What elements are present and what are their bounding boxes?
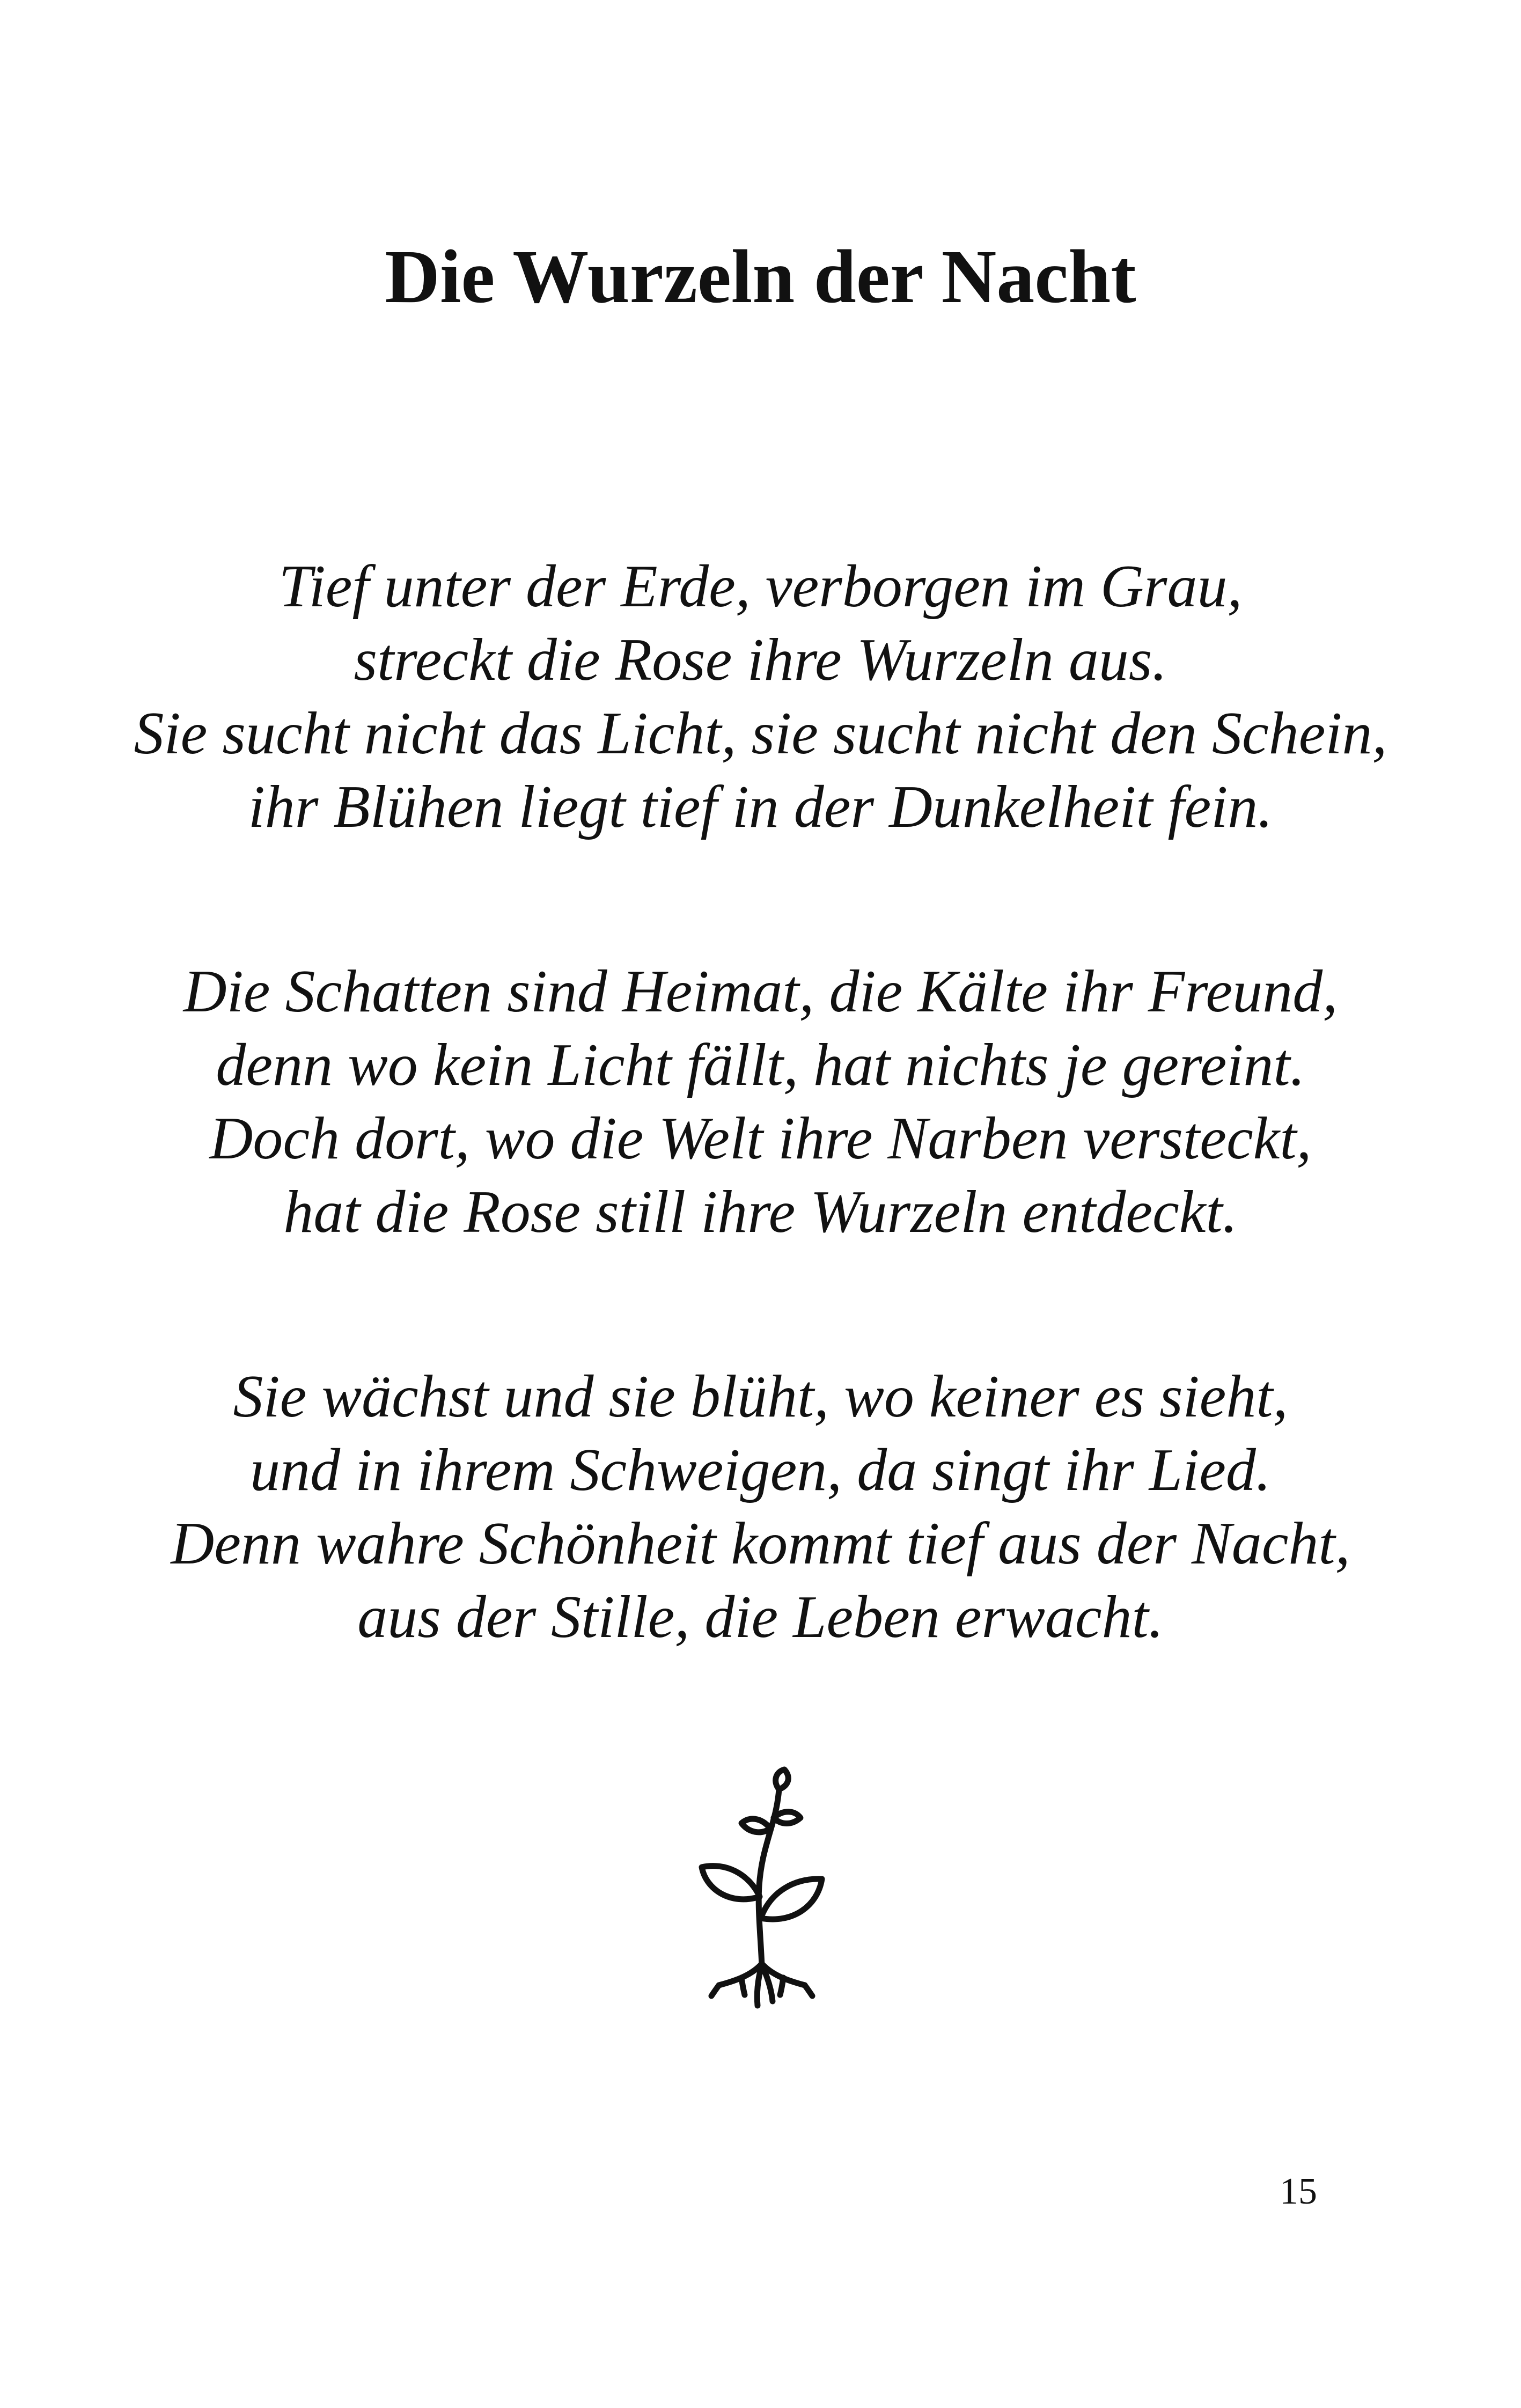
- poem-title: Die Wurzeln der Nacht: [385, 234, 1136, 319]
- verse-line: hat die Rose still ihre Wurzeln entdeckt.: [283, 1179, 1238, 1245]
- verse-line: ihr Blühen liegt tief in der Dunkelheit fein.: [248, 774, 1273, 840]
- verse-line: Denn wahre Schönheit kommt tief aus der Nacht,: [171, 1510, 1350, 1577]
- verse-line: Sie sucht nicht das Licht, sie sucht nicht den Schein,: [134, 700, 1387, 767]
- stanza-3: [0, 1360, 1521, 1654]
- verse-line: Tief unter der Erde, verborgen im Grau,: [278, 553, 1243, 620]
- verse-line: Sie wächst und sie blüht, wo keiner es sieht,: [233, 1363, 1288, 1430]
- verse-line: denn wo kein Licht fällt, hat nichts je gereint.: [216, 1032, 1305, 1098]
- verse-line: aus der Stille, die Leben erwacht.: [357, 1584, 1164, 1650]
- verse-line: und in ihrem Schweigen, da singt ihr Lied.: [250, 1437, 1271, 1503]
- page-number: 15: [1280, 2171, 1317, 2212]
- stanza-1: [0, 550, 1521, 844]
- stanza-2: [0, 955, 1521, 1249]
- verse-line: Die Schatten sind Heimat, die Kälte ihr Freund,: [183, 958, 1338, 1025]
- verse-line: streckt die Rose ihre Wurzeln aus.: [354, 627, 1167, 693]
- verse-line: Doch dort, wo die Welt ihre Narben versteckt,: [209, 1105, 1312, 1172]
- sprout-with-roots-icon: [697, 1765, 826, 2012]
